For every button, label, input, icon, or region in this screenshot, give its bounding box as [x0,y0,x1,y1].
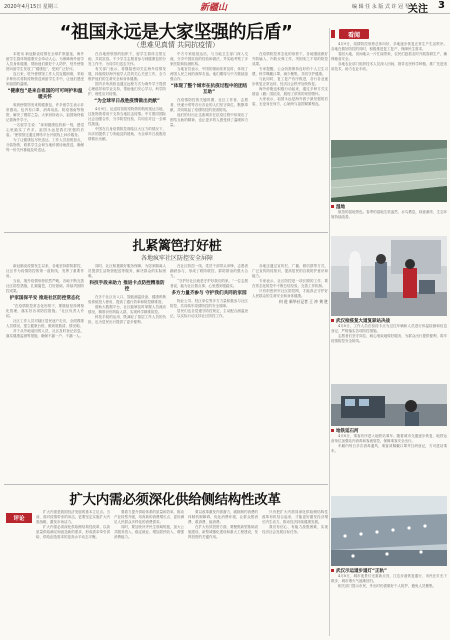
lights-photo [331,496,447,566]
article2-heading-1: 护家国保平安 推进社区防控常态化 [9,296,81,301]
article3-column-1: 扩大内需是我国经济发展的基本立足点。当前，面对疫情带来的冲击，更要坚定实施扩大内需战略，激发市场活力。 扩大内需必须深化供给侧结构性改革，以高质量供给满足和创造新的需求，形成需求牵引供给、供给创造需求的更高水平动态平衡。 [36,510,110,539]
commentary-label: 评论 [6,513,32,523]
checkpoint-photo [331,236,447,316]
section-title: 关注 [408,4,428,15]
article1-column-4: 在疫情防控常态化的形势下，各地继续做好外防输入、内防反弹工作，巩固来之不易的防控成果。 专家提醒，公众仍需保持良好的个人卫生习惯，科学佩戴口罩，减少聚集，共同守护健康。 与此同时，复工复产有序推进，各行各业逐步恢复正常运转，经济社会秩序加快恢复。 海外侨胞也积极行动起来，通过多种方式支援祖（籍）国抗疫，展现了浓浓的家国情怀。 大家表示，祖国永远是海外游子最坚强的后盾，无论身在何方，心始终与祖国紧紧相连。 [252,52,328,106]
article2-column-3: 在社区防控一线，党员干部带头冲锋，志愿者踊跃参与，形成了联防联控、群防群治的强大合力。 “守护好社区就是守护好我们的家。”一位志愿者说，能为社区做点事，心里感到很踏实。 多方力量齐参与 守护我们共同的家园 物业公司、驻区单位等多方力量积极参与社区防控，共同筑牢疫情防控的安全屏障。 居民们也自觉遵守防控规定，主动配合测温登记，以实际行动支持社区防控工作。 [170,264,248,318]
editor-credits: 编 辑 任 永 版 式 许 冠 琴 [352,4,410,10]
article2-column-4: 各地还通过宣传栏、广播、微信群等方式，广泛宣传防疫知识，提高居民的自我防护意识和能力。 专家表示，社区防控是一项长期的工作，要在常态化防控中不断总结经验，完善工作机制。 只有织密织牢社区防控网，才能真正守护好人民群众的生命安全和身体健康。 何 进 新华社记者 王 冲 黄 胜 [252,264,328,304]
newspaper-logo: 新疆山 [200,3,228,13]
wetland-photo [331,140,447,202]
article1-subtitle: （患难见真情 共同抗疫情） [132,41,220,49]
masthead [0,0,450,14]
article3-column-2: 要着力提升供给体系的质量和效率，推动产业转型升级，培育新的消费增长点，更好满足人民群众多样化的消费需求。 同时，要加快补齐民生领域短板，加大公共服务投入，稳定就业，增加居民收入，增强消费能力。 [114,510,184,539]
article2-heading-2: 科技手段来助力 推进卡点防控精准防控 [89,281,165,292]
sidebar-item-4: 武汉示运道步道灯“正轨” [331,568,387,574]
article3-column-4: 只有把扩大内需同深化供给侧结构性改革有机结合起来，才能更好激发经济增长内生动力，推动经济持续健康发展。 我们有信心、有能力战胜困难，实现经济社会发展目标任务。 [262,510,328,534]
article2-column-2: 同时，社区积极做好服务保障，为居家隔离人员提供生活物资配送等服务，解决群众的实际困难。 科技手段来助力 推进卡点防控精准防控 在多个社区出入口，智能测温设备、健康码核验系统投入使用，提高了通行效率和防控精准度。 借助大数据平台，社区能够及时掌握人员流动情况，精准识别风险人群，实现科学精准防控。 科技手段的运用，既减轻了基层工作人员的负担，也为居民出行提供了更多便利。 [88,264,166,324]
article1-heading-3: “体现了整个城市在抗疫过程中的团结互助” [170,84,248,95]
article2-subtitle: 各地疯牢社区防控安全屏障 [140,255,213,262]
page-number: 3 [438,0,445,11]
article3-title: 扩大内需必须深化供给侧结构性改革 [69,492,281,508]
article2-column-1: 新冠肺炎疫情发生以来，各地坚持群防群控，社区作为疫情防控的第一道防线，发挥了重要作用。 当前，境外疫情形势依然严峻，各地不断完善社区防控措施，扎紧篱笆，打好基础，持续巩固防控成果。 护家国保平安 推进社区防控常态化 “在疫情防控常态化形势下，要继续坚持网格化管理，落实好各项防控措施。”社区负责人介绍。 社区工作人员对辖区居民逐户走访，全面摸排人员情况，建立健康台账，做到底数清、情况明。 对于从外地返回的人员，社区及时登记信息，落实健康监测等措施，确保不漏一户、不漏一人。 [6,264,84,338]
sidebar-item-3: 地铁延石河 [331,428,359,434]
tab-marker-icon [331,30,335,38]
sidebar-tab-label: 看闻 [339,29,369,39]
divider [4,232,328,233]
article1-column-1: 本报讯 新冠肺炎疫情在全球扩散蔓延，海外留学生群体的健康安全牵动人心。为保障海外留学人员身体健康，帮助他们做好个人防护，驻外使领馆向留学生发放了“健康包”，受到广泛好评。 连日来，驻外使领馆工作人员克服困难，采取多种形式将防疫物资送到留学生手中，让他们感受到祖国的温暖。 “健康包”是来自祖国的可可呵护和温暖关怀 收到使领馆发来的健康包，许多留学生表示非常感动。包内有口罩、消毒用品、防疫指南等物资，解决了燃眉之急。大家纷纷表示，祖国始终惦记着海外学子。 一名留学生说：“拿到健康包的那一刻，感觉心里踏实了许多。祖国永远是我们坚强的后盾。”使领馆还通过网络平台开展线上问诊服务。 为了让健康包尽快送达，工作人员加班加点，分装物资，联系学生会和当地侨团协助派送，确保每一份关怀都能及时送达。 [6,52,84,152]
sidebar-item-2-caption: 4月8日，工作人员在检疫卡点为过往车辆和人员进行体温检测和信息登记，严格落实各项防控措施。 志愿者们坚守岗位，耐心细致地做好服务，为群众出行提供便利，筑牢疫情防控安全防线。 [331,324,447,343]
sidebar-item-3-caption: 4月8日，乘客有序进入地铁站乘车。随着城市交通逐步恢复，地铁运营单位加强站内消毒和客流管控，保障乘客安全出行。 车厢内每日多次消毒通风，乘客须佩戴口罩并扫码登记，方可进站乘车。 [331,434,447,453]
article2-byline: 何 进 新华社记者 王 冲 黄 胜 [278,299,328,304]
sidebar-item-4-caption: 4月8日，城市夜景灯光重新点亮，江边步道恢复通行，市民在灯光下散步，城市烟火气逐渐回归。 相关部门提示市民，外出时仍需做好个人防护，避免人员聚集。 [331,574,447,588]
issue-date: 2020年4月15日 星期三 [4,4,58,10]
article2-heading-3: 多方力量齐参与 守护我们共同的家园 [171,291,247,296]
article1-column-3: 中方专家组抵达后，与当地卫生部门深入交流，分享中国抗疫的经验和做法，并实地考察了多家医院和检测机构。 当地官员表示，中国的援助非常及时，体现了两国人民之间的深厚友谊。他们期待与中方继续加强合作。 “体现了整个城市在抗疫过程中的团结互助” 在疫情防控的关键时期，社区工作者、志愿者、快递小哥等各行各业的人们坚守岗位，默默奉献，共同筑起了疫情防控的坚固防线。 他们的付出让这座城市在抗疫过程中体现出了团结互助的精神，也让更多的人感受到了温暖和力量。 [170,52,248,127]
divider [4,484,328,485]
sidebar-item-2: 武汉检疫复大道复驿站决战 [331,318,390,324]
sidebar-item-1-caption: 航拍的湿地景色。春季的湿地生机盎然，水鸟栖息，绿意渐浓，生态环境持续改善。 [331,210,447,219]
article1-heading-2: “为全球早日战胜疫情做出贡献” [94,99,160,104]
sidebar-item-1: 湿地 [331,204,345,210]
article2-title: 扎紧篱笆打好桩 [132,239,222,254]
sidebar-tab [331,29,369,39]
article1-heading-1: “健康包”是来自祖国的可可呵护和温暖关怀 [7,89,83,100]
article1-title: “祖国永远是大家坚强的后盾” [59,22,293,43]
column-divider [329,28,330,636]
article3-column-3: 要以改革激发内需潜力，破除制约消费的体制机制障碍，优化消费环境，让群众愿消费、敢消费、能消费。 在扩大有效投资方面，要聚焦新型基础设施建设、新型城镇化建设和重大工程建设，发挥投资的关键作用。 [188,510,258,539]
metro-photo [331,384,447,426]
sidebar-intro-text: 4月9日，疫情防控形势总体向好，多地逐步恢复正常生产生活秩序。各地在做好防控的同时，积极推进复工复产，保障民生需求。 春回大地，田间地头一片忙碌景象，农民们抢抓农时开展春耕生产，确保粮食安全。 各地农业部门组织技术人员深入田间，指导农民科学种植，推广先进适用技术，助力农业丰收。 [331,42,447,71]
article1-column-2: 在各地使领馆的组织下，留学生群体互帮互助，共同抗疫。不少学生志愿者参与到健康包的分发工作中，为同学们送去关怀。 有关部门表示，将继续密切关注海外疫情发展，持续做好海外留学人员的关心关爱工作，全力维护他们的生命安全和身体健康。 国内多所高校也通过远程方式为海外学子提供心理疏导和学业支持，帮助他们安心学习，科学防护，理性应对疫情。 “为全球早日战胜疫情做出贡献” 4月9日，运送疫苗防疫物资的航班抵达当地，这批物资将用于支持当地抗击疫情。中方愿同国际社会加强合作，分享防控经验，共同应对这一全球性挑战。 中国在自身疫情防控面临巨大压力的情况下，向多国提供了力所能及的援助，为全球早日战胜疫情做出贡献。 [88,52,166,141]
